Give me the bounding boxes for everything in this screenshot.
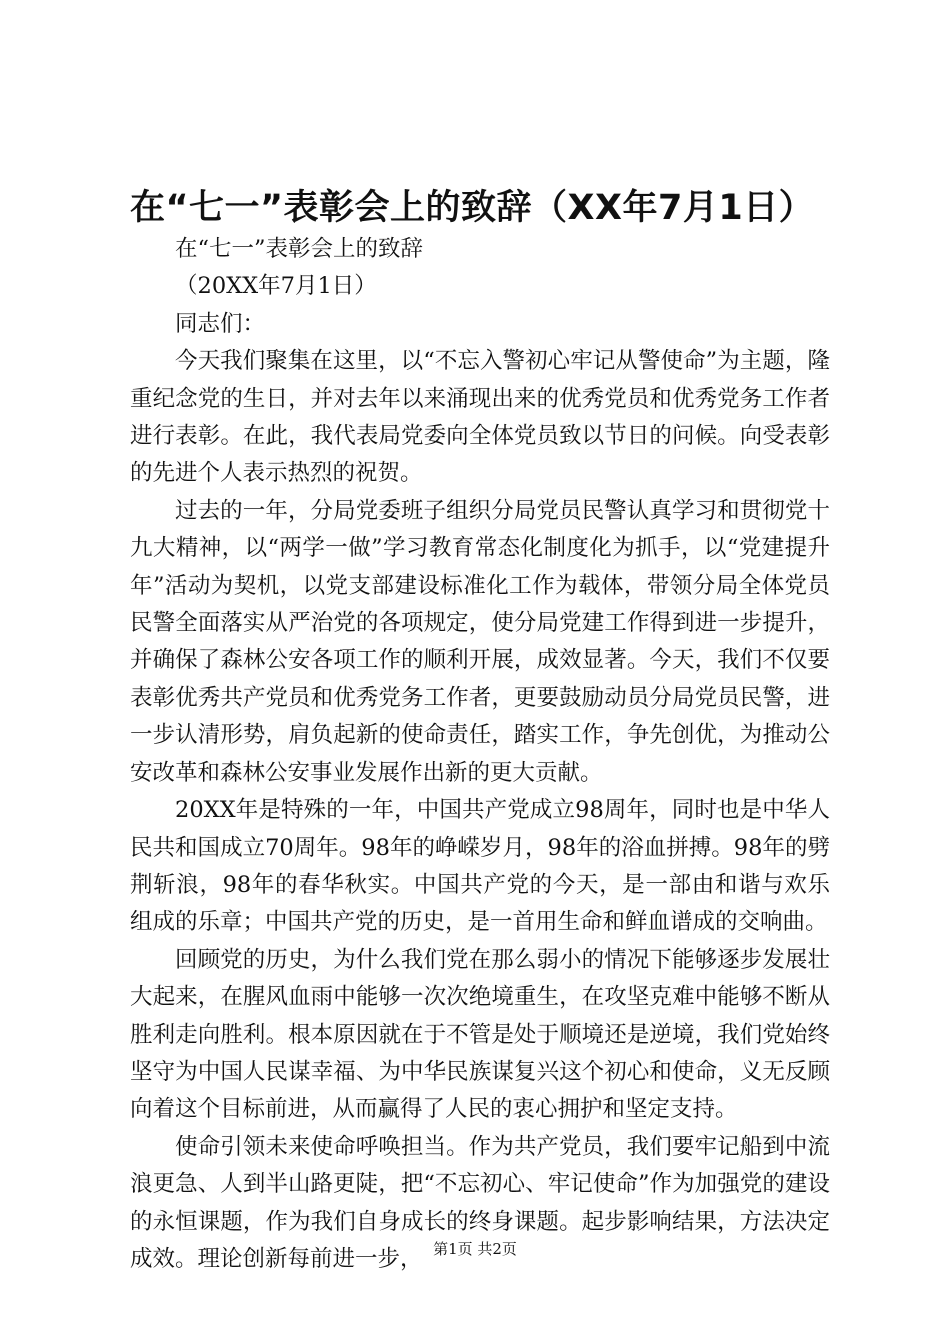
body-paragraph: 过去的一年，分局党委班子组织分局党员民警认真学习和贯彻党十九大精神，以“两学一做”学习教育常态化制度化为抓手，以“党建提升年”活动为契机，以党支部建设标准化工作为载体，带领分局全体党员民警全面落实从严治党的各项规定，使分局党建工作得到进一步提升，并确保了森林公安各项工作的顺利开展，成效显著。今天，我们不仅要表彰优秀共产党员和优秀党务工作者，更要鼓励动员分局党员民警，进一步认清形势，肩负起新的使命责任，踏实工作，争先创优，为推动公安改革和森林公安事业发展作出新的更大贡献。: [130, 497, 830, 786]
speech-date: （20XX年7月1日）: [175, 273, 377, 300]
body-paragraph: 今天我们聚集在这里，以“不忘入警初心牢记从警使命”为主题，隆重纪念党的生日，并对去年以来涌现出来的优秀党员和优秀党务工作者进行表彰。在此，我代表局党委向全体党员致以节日的问候。向受表彰的先进个人表示热烈的祝贺。: [130, 348, 830, 487]
body-paragraph: 20XX年是特殊的一年，中国共产党成立98周年，同时也是中华人民共和国成立70周年。98年的峥嵘岁月，98年的浴血拼搏。98年的劈荆斩浪，98年的春华秋实。中国共产党的今天，是一部由和谐与欢乐组成的乐章；中国共产党的历史，是一首用生命和鲜血谱成的交响曲。: [130, 797, 830, 936]
document-title: 在“七一”表彰会上的致辞（XX年7月1日）: [130, 188, 815, 228]
speech-heading: 在“七一”表彰会上的致辞: [175, 236, 424, 262]
page-number-footer: 第1页 共2页: [433, 1240, 517, 1258]
body-paragraph: 使命引领未来使命呼唤担当。作为共产党员，我们要牢记船到中流浪更急、人到半山路更陡，把“不忘初心、牢记使命”作为加强党的建设的永恒课题，作为我们自身成长的终身课题。起步影响结果，方法决定成效。理论创新每前进一步，: [130, 1133, 830, 1272]
document-body: [130, 231, 830, 1278]
body-paragraph: 回顾党的历史，为什么我们党在那么弱小的情况下能够逐步发展壮大起来，在腥风血雨中能够一次次绝境重生，在攻坚克难中能够不断从胜利走向胜利。根本原因就在于不管是处于顺境还是逆境，我们党始终坚守为中国人民谋幸福、为中华民族谋复兴这个初心和使命，义无反顾向着这个目标前进，从而赢得了人民的衷心拥护和坚定支持。: [130, 946, 830, 1123]
salutation: 同志们：: [175, 310, 266, 337]
